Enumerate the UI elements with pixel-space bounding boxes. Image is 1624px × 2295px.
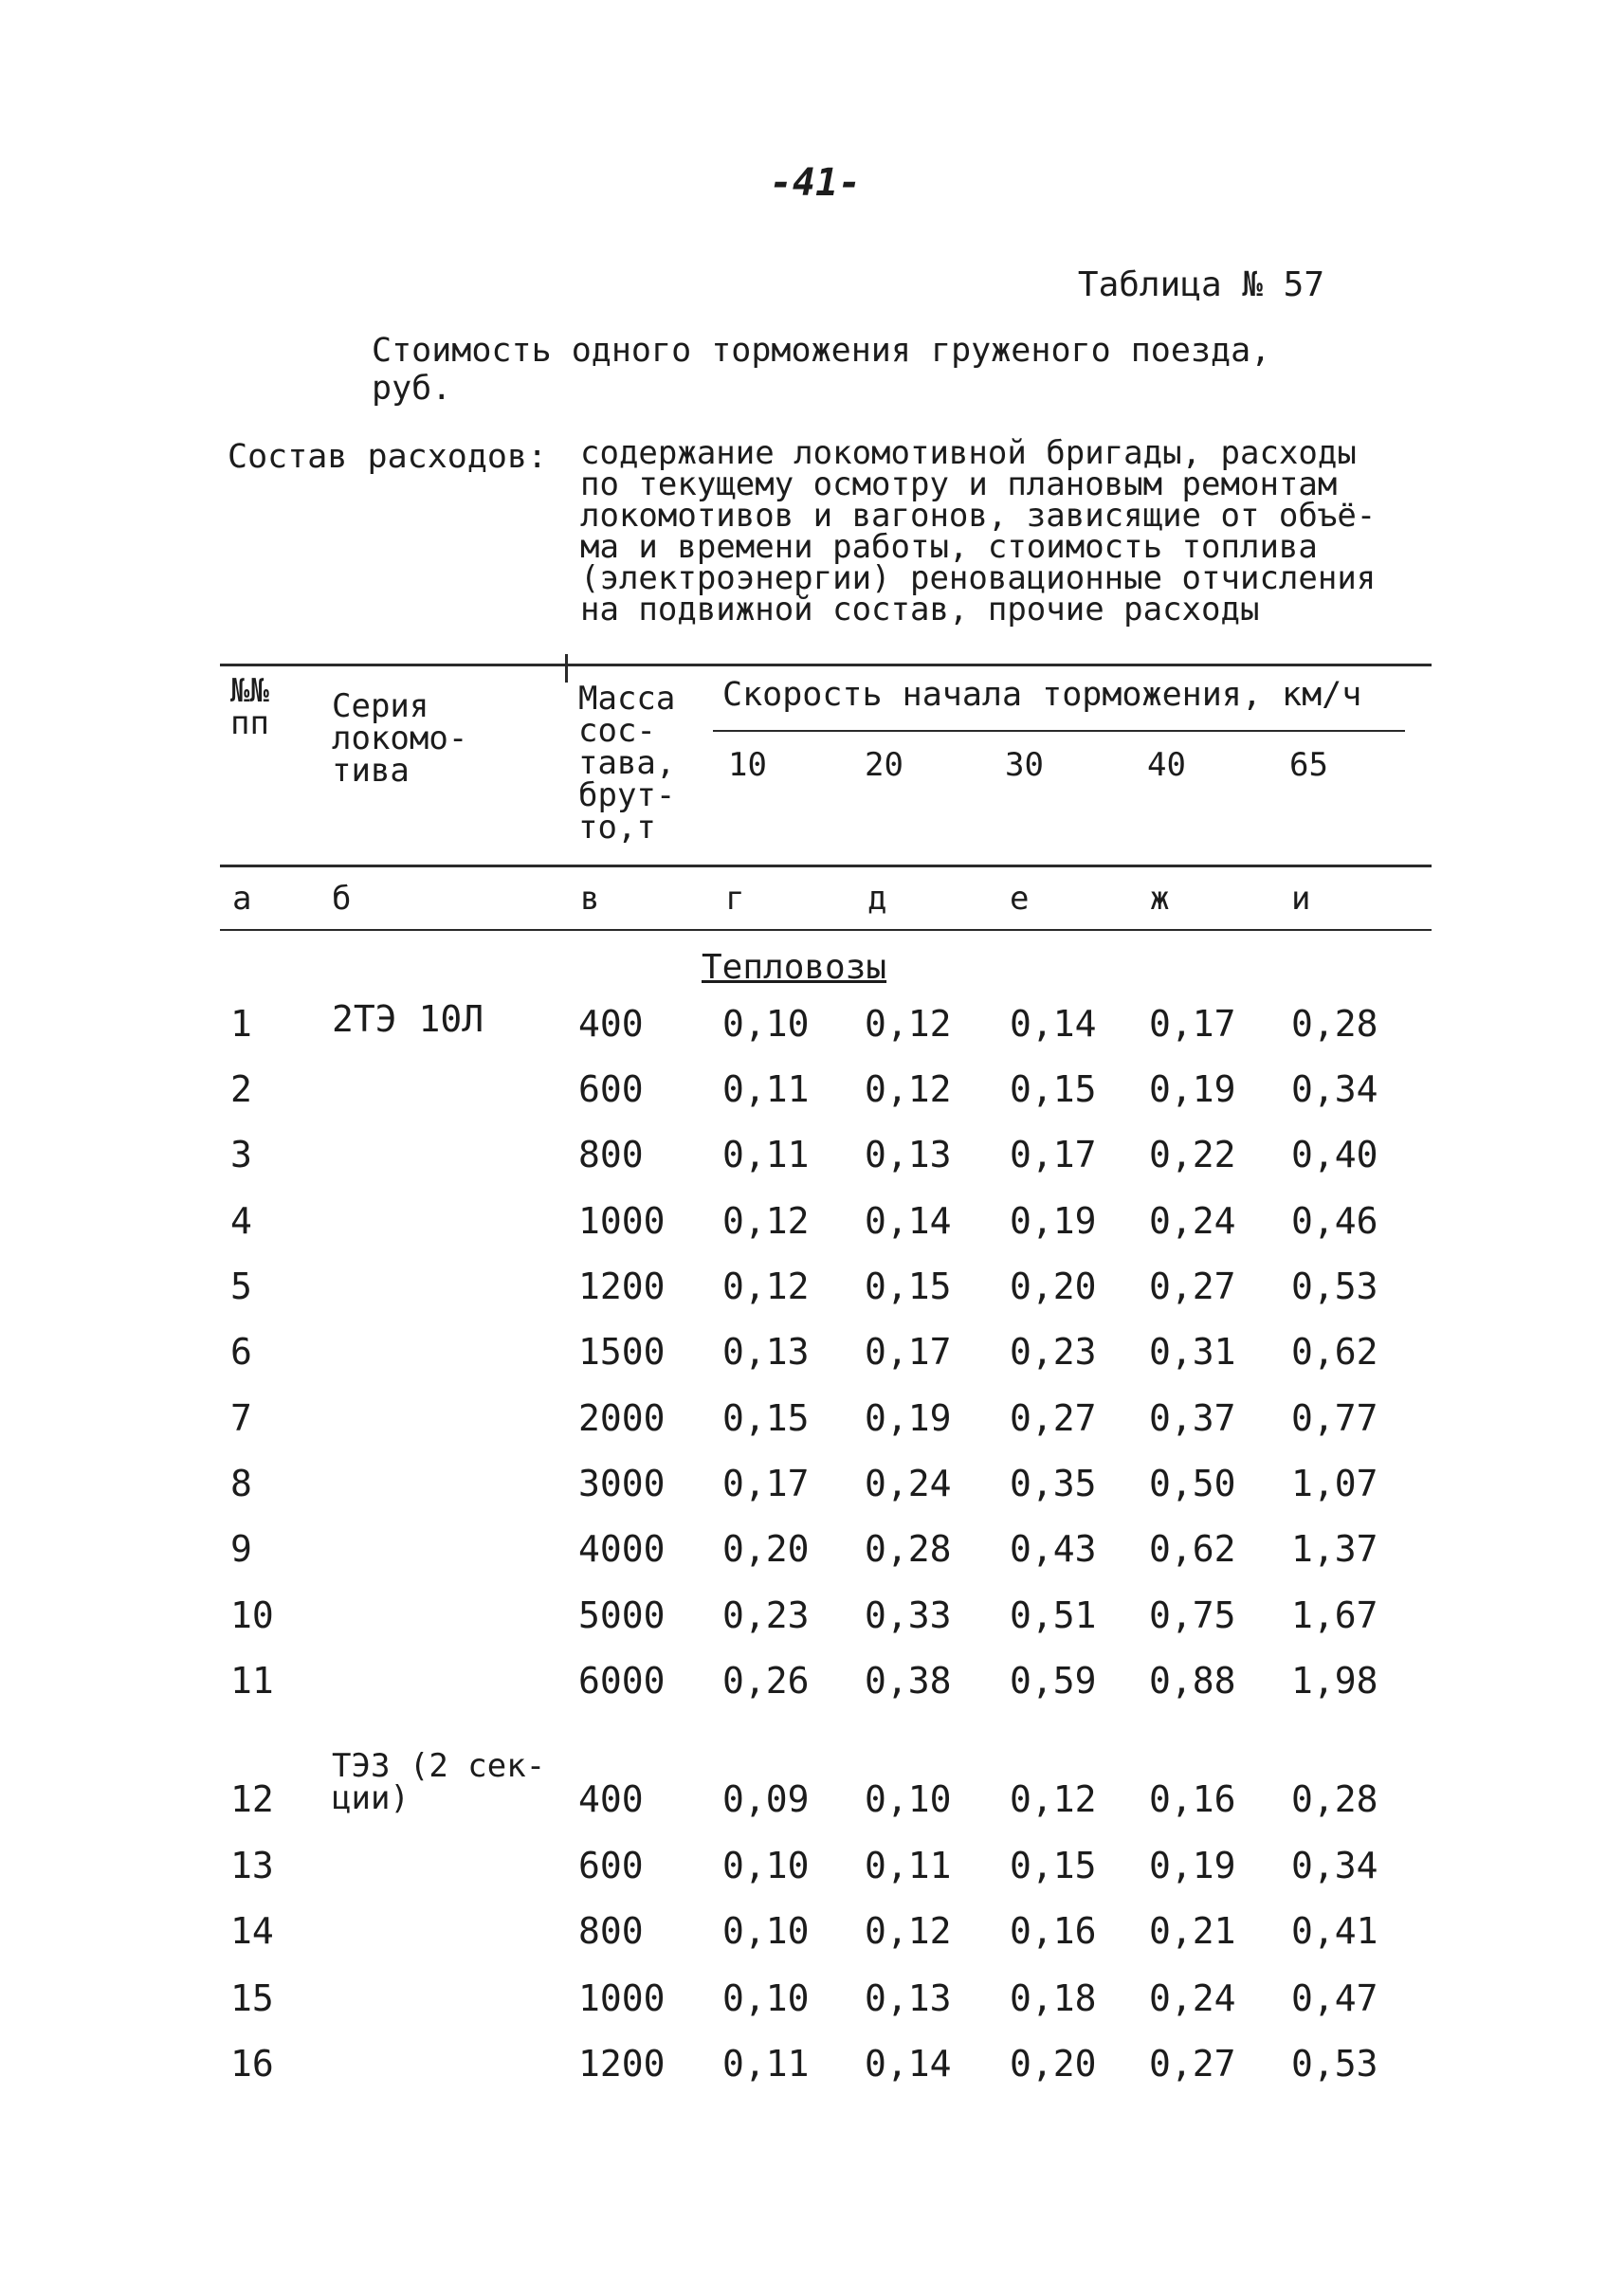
table-row [0,1331,1624,1378]
row-number: 14 [230,1910,274,1952]
table-row [0,1068,1624,1116]
row-value: 0,59 [1010,1660,1097,1702]
row-value: 0,33 [865,1594,952,1636]
table-row [0,1528,1624,1576]
row-series: ТЭ3 (2 сек- ции) [332,1747,546,1817]
row-value: 0,11 [722,1068,810,1110]
row-value: 0,13 [865,1977,952,2019]
row-value: 0,28 [1291,1003,1378,1045]
row-mass: 3000 [578,1463,666,1504]
row-number: 8 [230,1463,252,1504]
row-value: 0,15 [1010,1845,1097,1886]
row-value: 1,67 [1291,1594,1378,1636]
table-row [0,1134,1624,1181]
row-value: 0,12 [722,1266,810,1307]
row-mass: 1000 [578,1200,666,1242]
composition-text: содержание локомотивной бригады, расходы по текущему осмотру и плановым ремонтам локомотивов и вагонов, зависящие от объё- ма и времени работы, стоимость топлива (электроэнергии) реновационные отчисления на подвижной состав, прочие расходы [580,434,1377,628]
header-speed-30: 30 [1005,746,1044,784]
row-value: 0,10 [722,1003,810,1045]
header-speed-20: 20 [865,746,903,784]
row-value: 0,13 [865,1134,952,1175]
row-mass: 1200 [578,2043,666,2085]
row-value: 0,20 [722,1528,810,1570]
letter-a: а [232,880,252,918]
row-value: 0,40 [1291,1134,1378,1175]
row-number: 16 [230,2043,274,2085]
letter-zh: ж [1150,880,1170,918]
row-value: 0,34 [1291,1845,1378,1886]
section-title: Тепловозы [702,948,887,987]
row-value: 0,14 [865,1200,952,1242]
table-row [0,1200,1624,1248]
row-value: 0,53 [1291,1266,1378,1307]
row-value: 0,19 [865,1397,952,1439]
row-value: 0,15 [865,1266,952,1307]
row-number: 15 [230,1977,274,2019]
row-value: 0,17 [1010,1134,1097,1175]
row-value: 0,11 [865,1845,952,1886]
row-series: 2ТЭ 10Л [332,998,484,1040]
row-value: 0,75 [1149,1594,1236,1636]
header-speed-10: 10 [728,746,767,784]
row-value: 0,12 [1010,1778,1097,1820]
row-value: 0,41 [1291,1910,1378,1952]
letter-d: д [867,880,887,918]
row-value: 0,10 [722,1977,810,2019]
row-value: 0,23 [1010,1331,1097,1373]
row-value: 0,10 [722,1910,810,1952]
row-value: 0,16 [1149,1778,1236,1820]
row-value: 0,27 [1149,2043,1236,2085]
row-number: 11 [230,1660,274,1702]
letter-e: е [1010,880,1030,918]
row-number: 5 [230,1266,252,1307]
row-number: 3 [230,1134,252,1175]
row-number: 2 [230,1068,252,1110]
row-value: 0,17 [722,1463,810,1504]
row-value: 0,27 [1010,1397,1097,1439]
row-value: 0,28 [1291,1778,1378,1820]
row-number: 7 [230,1397,252,1439]
row-value: 0,24 [865,1463,952,1504]
row-value: 0,20 [1010,1266,1097,1307]
table-title: Стоимость одного торможения груженого поезда, руб. [372,332,1271,408]
letter-g: г [725,880,745,918]
row-value: 0,12 [722,1200,810,1242]
row-number: 1 [230,1003,252,1045]
row-number: 9 [230,1528,252,1570]
row-value: 0,17 [1149,1003,1236,1045]
row-value: 0,19 [1149,1845,1236,1886]
row-mass: 800 [578,1910,644,1952]
row-value: 0,24 [1149,1200,1236,1242]
header-speed-40: 40 [1147,746,1186,784]
header-bottom-rule [220,865,1432,867]
row-value: 1,98 [1291,1660,1378,1702]
row-number: 6 [230,1331,252,1373]
header-mass: Масса сос- тава, брут- то,т [578,680,676,847]
row-mass: 600 [578,1845,644,1886]
row-mass: 5000 [578,1594,666,1636]
composition-label: Состав расходов: [228,438,548,476]
table-label: Таблица № 57 [1077,265,1324,304]
row-value: 0,31 [1149,1331,1236,1373]
row-value: 0,46 [1291,1200,1378,1242]
row-number: 13 [230,1845,274,1886]
row-value: 0,47 [1291,1977,1378,2019]
table-row [0,1463,1624,1510]
table-row [0,998,1624,1050]
row-value: 0,19 [1010,1200,1097,1242]
table-row [0,1266,1624,1313]
table-row [0,1845,1624,1892]
row-value: 0,21 [1149,1910,1236,1952]
row-value: 0,16 [1010,1910,1097,1952]
row-mass: 800 [578,1134,644,1175]
row-value: 0,14 [865,2043,952,2085]
row-value: 0,12 [865,1003,952,1045]
header-speed-group: Скорость начала торможения, км/ч [722,676,1362,714]
row-value: 0,37 [1149,1397,1236,1439]
row-value: 1,37 [1291,1528,1378,1570]
row-value: 0,18 [1010,1977,1097,2019]
table-row [0,1977,1624,2025]
row-mass: 1500 [578,1331,666,1373]
row-value: 0,15 [722,1397,810,1439]
row-value: 0,28 [865,1528,952,1570]
row-value: 0,22 [1149,1134,1236,1175]
row-mass: 600 [578,1068,644,1110]
letter-i: и [1291,880,1311,918]
row-value: 0,17 [865,1331,952,1373]
table-row [0,1910,1624,1958]
table-row [0,1594,1624,1642]
row-value: 0,62 [1149,1528,1236,1570]
row-value: 0,50 [1149,1463,1236,1504]
row-value: 0,53 [1291,2043,1378,2085]
row-mass: 400 [578,1778,644,1820]
header-number: №№ пп [230,672,269,742]
row-value: 0,26 [722,1660,810,1702]
table-row [0,2043,1624,2090]
row-value: 0,15 [1010,1068,1097,1110]
row-number: 4 [230,1200,252,1242]
row-value: 0,20 [1010,2043,1097,2085]
row-value: 0,11 [722,2043,810,2085]
table-row [0,1747,1624,1826]
row-number: 12 [230,1778,274,1820]
speed-group-rule [713,730,1405,732]
row-value: 0,10 [865,1778,952,1820]
row-value: 0,13 [722,1331,810,1373]
row-value: 0,27 [1149,1266,1236,1307]
row-value: 0,43 [1010,1528,1097,1570]
letter-b: б [332,880,352,918]
row-value: 0,88 [1149,1660,1236,1702]
row-value: 0,51 [1010,1594,1097,1636]
table-row [0,1397,1624,1445]
header-speed-65: 65 [1289,746,1328,784]
letter-v: в [580,880,600,918]
row-value: 0,38 [865,1660,952,1702]
row-value: 0,10 [722,1845,810,1886]
table-row [0,1660,1624,1707]
row-value: 0,12 [865,1068,952,1110]
row-value: 1,07 [1291,1463,1378,1504]
row-mass: 1200 [578,1266,666,1307]
row-mass: 2000 [578,1397,666,1439]
header-series: Серия локомо- тива [332,687,468,790]
letter-row-rule [220,929,1432,931]
row-value: 0,09 [722,1778,810,1820]
row-mass: 1000 [578,1977,666,2019]
row-value: 0,14 [1010,1003,1097,1045]
row-mass: 400 [578,1003,644,1045]
row-value: 0,11 [722,1134,810,1175]
row-value: 0,35 [1010,1463,1097,1504]
row-mass: 4000 [578,1528,666,1570]
row-value: 0,62 [1291,1331,1378,1373]
table-top-rule [220,664,1432,666]
row-value: 0,23 [722,1594,810,1636]
row-value: 0,77 [1291,1397,1378,1439]
row-value: 0,19 [1149,1068,1236,1110]
page-number: -41- [769,161,862,205]
header-divider [565,654,568,683]
row-value: 0,24 [1149,1977,1236,2019]
row-number: 10 [230,1594,274,1636]
row-mass: 6000 [578,1660,666,1702]
row-value: 0,34 [1291,1068,1378,1110]
row-value: 0,12 [865,1910,952,1952]
